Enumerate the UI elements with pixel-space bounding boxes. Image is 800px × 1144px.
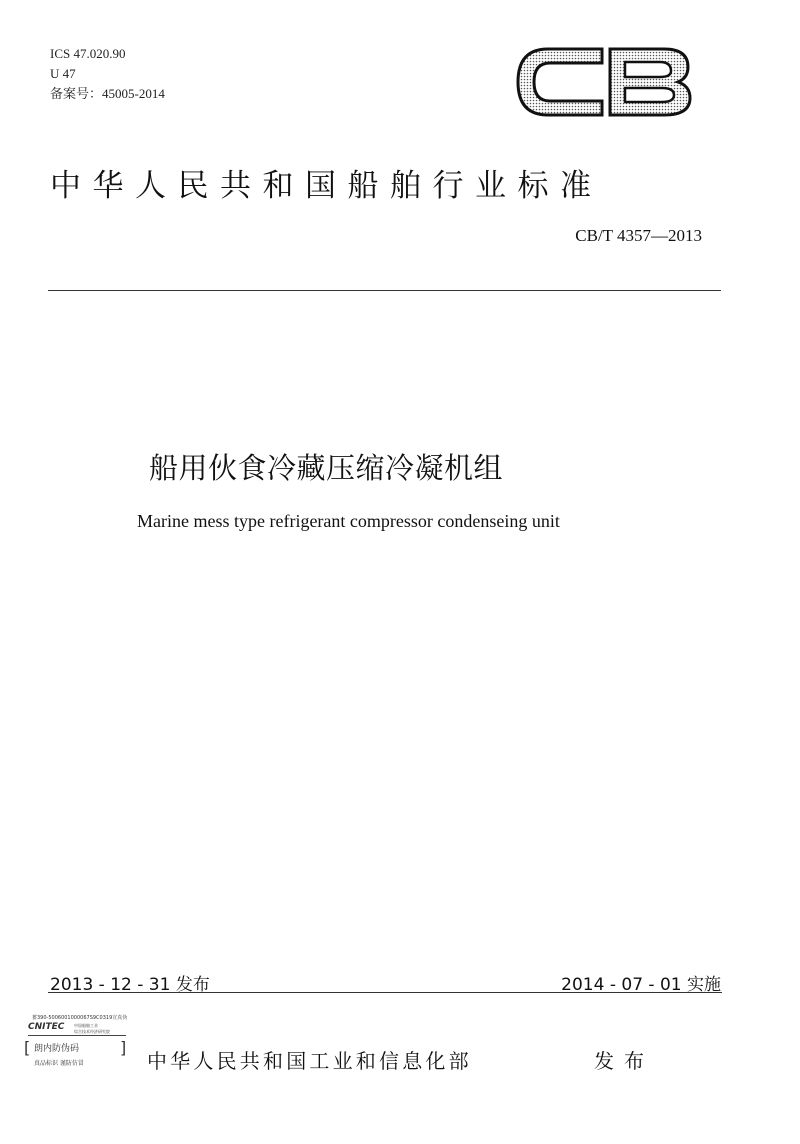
stamp-divider (28, 1035, 126, 1036)
stamp-anti-fake-code: 朗内防伪码 (34, 1044, 80, 1054)
document-title-en: Marine mess type refrigerant compressor condenseing unit (137, 511, 560, 531)
classification-code: U 47 (50, 66, 76, 81)
stamp-bracket-right-icon: ] (120, 1038, 127, 1057)
cb-logo-icon (514, 45, 694, 119)
bottom-divider (48, 992, 722, 993)
top-divider (48, 290, 721, 291)
publisher: 中华人民共和国工业和信息化部 (147, 1049, 472, 1073)
stamp-bracket-left-icon: [ (24, 1038, 31, 1057)
anti-counterfeit-stamp (24, 1014, 134, 1078)
stamp-line-a: 中国船舶工业 (74, 1023, 98, 1028)
record-number: 备案号：45005-2014 (50, 86, 165, 101)
ics-code: ICS 47.020.90 (50, 46, 126, 61)
header-meta (50, 44, 165, 104)
stamp-brand: CNITEC (28, 1022, 65, 1032)
publish-label: 发布 (594, 1049, 654, 1073)
document-title-cn: 船用伙食冷藏压缩冷凝机组 (149, 451, 504, 485)
stamp-code-line: 蓄390-5006001000067S9C0319宣真伪 (32, 1015, 128, 1021)
standard-number: CB/T 4357—2013 (575, 226, 702, 245)
issue-date: 2013 - 12 - 31 发布 (50, 975, 210, 995)
stamp-footer: 真品标识 谨防仿冒 (34, 1060, 84, 1067)
industry-standard-title: 中华人民共和国船舶行业标准 (50, 168, 603, 204)
implementation-date: 2014 - 07 - 01 实施 (561, 975, 721, 995)
stamp-line-b: 综合技术经济研究院 (74, 1029, 110, 1034)
